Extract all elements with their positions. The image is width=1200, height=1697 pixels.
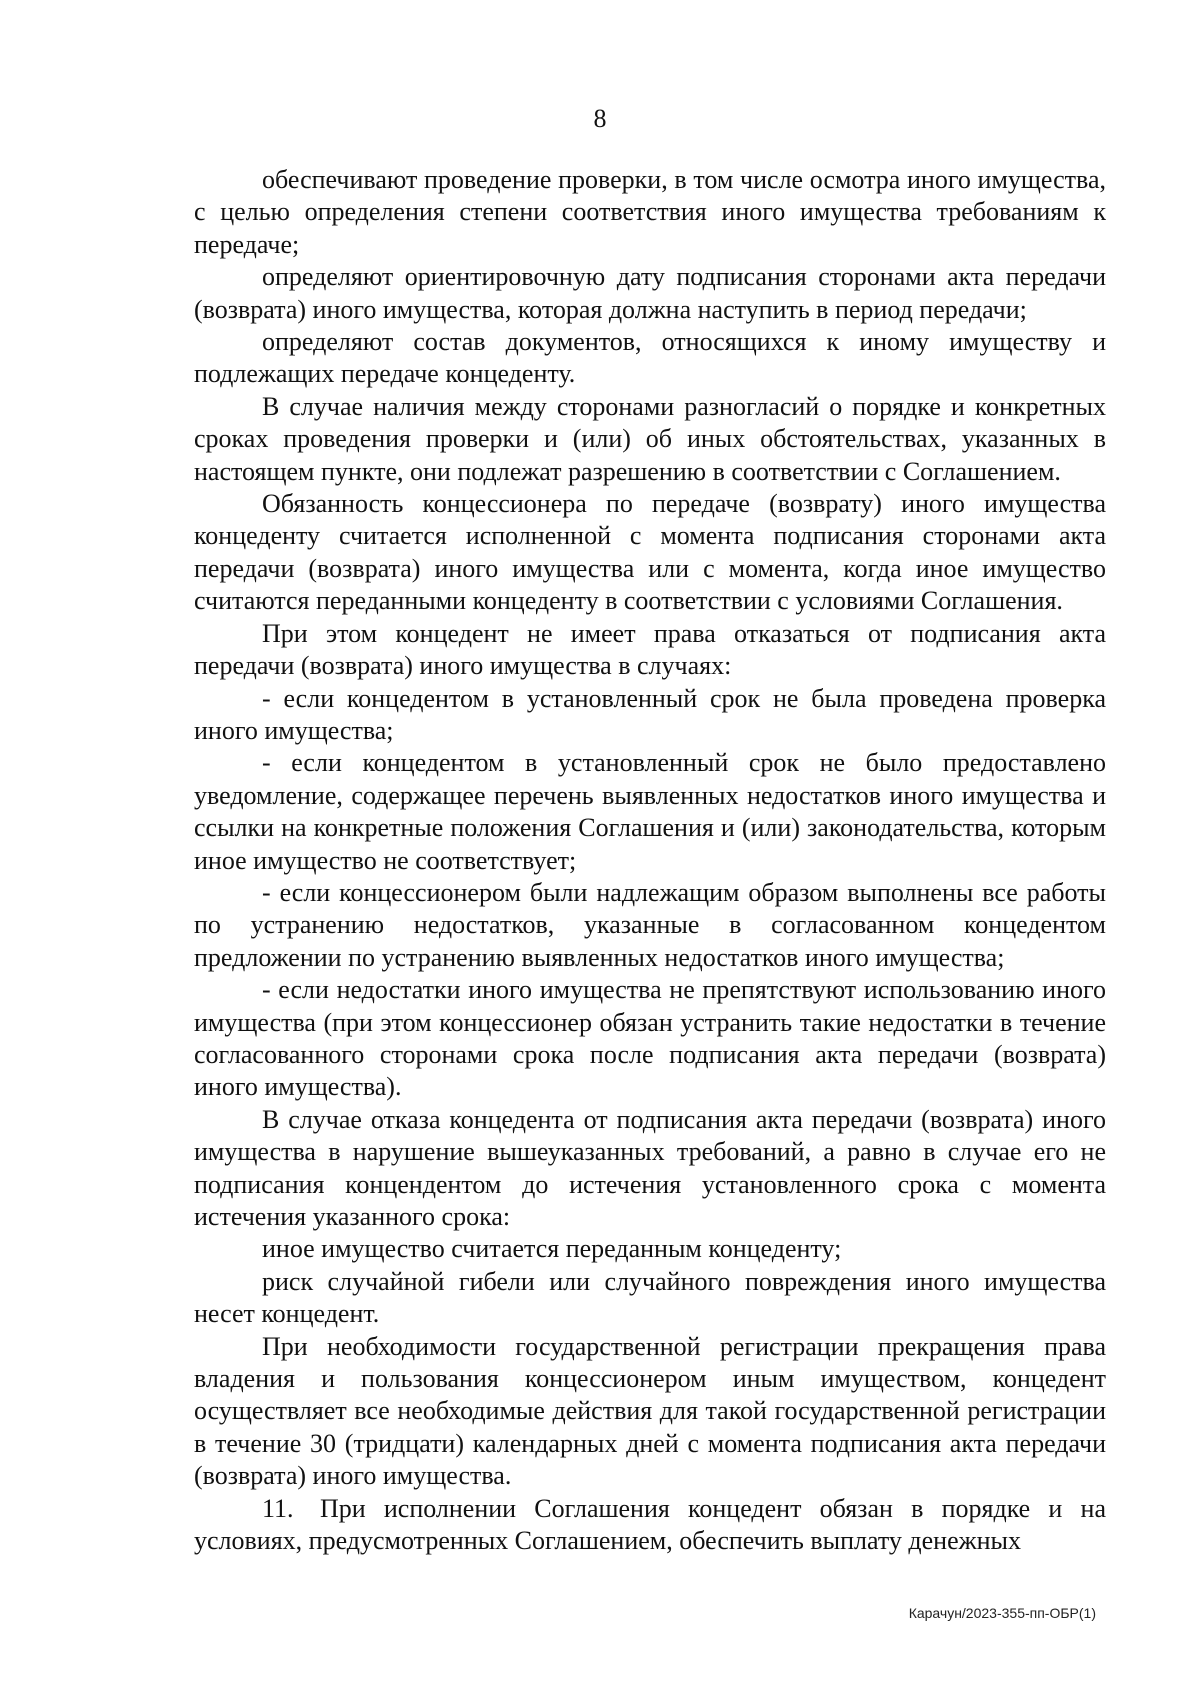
paragraph: Обязанность концессионера по передаче (возврату) иного имущества концеденту считается исполненной с момента подписания сторонами акта передачи (возврата) иного имущества или с момента, когда иное имущество считаются переданными концеденту в соответствии с условиями Соглашения.: [194, 489, 1106, 616]
paragraph: иное имущество считается переданным концеденту;: [262, 1234, 842, 1264]
page-number: 8: [593, 104, 607, 133]
document-body: [194, 164, 1106, 1557]
paragraph: В случае наличия между сторонами разногласий о порядке и конкретных сроках проведения проверки и (или) об иных обстоятельствах, указанных в настоящем пункте, они подлежат разрешению в соответствии с Соглашением.: [194, 391, 1106, 486]
list-item: - если концедентом в установленный срок не была проведена проверка иного имущества;: [194, 683, 1106, 745]
paragraph: При этом концедент не имеет права отказаться от подписания акта передачи (возврата) иного имущества в случаях:: [194, 618, 1106, 681]
paragraph: определяют состав документов, относящихся к иному имуществу и подлежащих передаче концеденту.: [194, 327, 1106, 389]
clause-number: 11.: [262, 1493, 294, 1523]
paragraph: обеспечивают проведение проверки, в том числе осмотра иного имущества, с целью определения степени соответствия иного имущества требованиям к передаче;: [194, 165, 1106, 259]
list-item: - если концедентом в установленный срок не было предоставлено уведомление, содержащее перечень выявленных недостатков иного имущества и ссылки на конкретные положения Соглашения и (или) законодательства, которым иное имущество не соответствует;: [194, 748, 1106, 875]
paragraph: риск случайной гибели или случайного повреждения иного имущества несет концедент.: [194, 1266, 1106, 1329]
paragraph: В случае отказа концедента от подписания акта передачи (возврата) иного имущества в нарушение вышеуказанных требований, а равно в случае его не подписания концендентом до истечения установленного срока с момента истечения указанного срока:: [194, 1104, 1106, 1231]
list-item: - если концессионером были надлежащим образом выполнены все работы по устранению недостатков, указанные в согласованном концедентом предложении по устранению выявленных недостатков иного имущества;: [194, 877, 1106, 972]
paragraph: определяют ориентировочную дату подписания сторонами акта передачи (возврата) иного имущества, которая должна наступить в период передачи;: [194, 262, 1106, 324]
document-code: Карачун/2023-355-пп-ОБР(1): [908, 1605, 1096, 1621]
numbered-clause: [194, 1493, 1106, 1558]
list-item: - если недостатки иного имущества не препятствуют использованию иного имущества (при этом концессионер обязан устранить такие недостатки в течение согласованного сторонами срока после подписания акта передачи (возврата) иного имущества).: [194, 975, 1106, 1102]
paragraph: При необходимости государственной регистрации прекращения права владения и пользования концессионером иным имуществом, концедент осуществляет все необходимые действия для такой государственной регистрации в течение 30 (тридцати) календарных дней с момента подписания акта передачи (возврата) иного имущества.: [194, 1331, 1106, 1491]
clause-text: При исполнении Соглашения концедент обязан в порядке и на условиях, предусмотренных Соглашением, обеспечить выплату денежных: [194, 1493, 1106, 1556]
